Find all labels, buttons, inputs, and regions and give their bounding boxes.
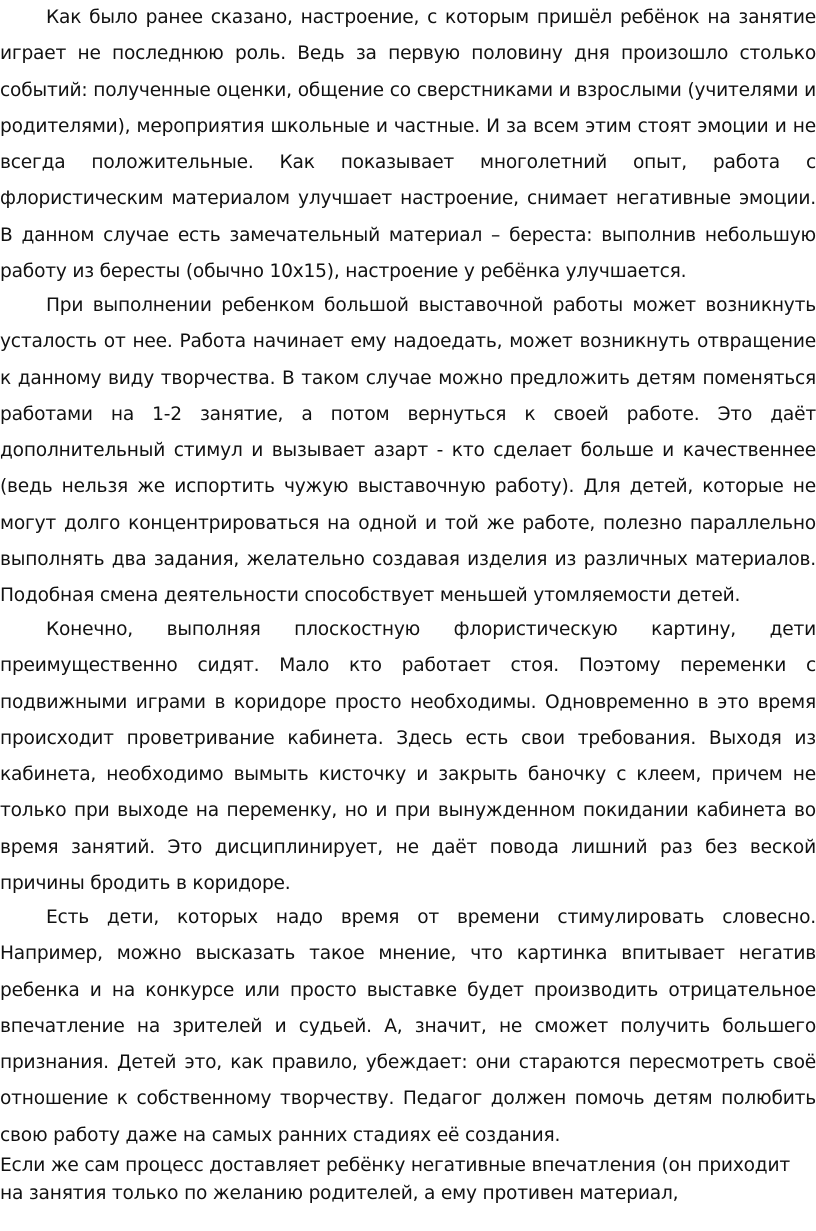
paragraph-breaks: Конечно, выполняя плоскостную флористическую картину, дети преимущественно сидят. Мало кто работает стоя. Поэтому переменки с подвижными играми в коридоре просто необходимы. Одновременно в это время происходит проветривание кабинета. Здесь есть свои требования. Выходя из кабинета, необходимо вымыть кисточку и закрыть баночку с клеем, причем не только при выходе на переменку, но и при вынужденном покидании кабинета во время занятий. Это дисциплинирует, не даёт повода лишний раз без веской причины бродить в коридоре.	[0, 619, 816, 895]
paragraph-mood: Как было ранее сказано, настроение, с которым пришёл ребёнок на занятие играет не последнюю роль. Ведь за первую половину дня произошло столько событий: полученные оценки, общение со сверстниками и взрослыми (учителями и родителями), мероприятия школьные и частные. И за всем этим стоят эмоции и не всегда положительные. Как показывает многолетний опыт, работа с флористическим материалом улучшает настроение, снимает негативные эмоции. В данном случае есть замечательный материал – береста: выполнив небольшую работу из бересты (обычно 10х15), настроение у ребёнка улучшается.	[0, 7, 816, 283]
text-line: Если же сам процесс доставляет ребёнку негативные впечатления (он приходит	[0, 1155, 790, 1176]
text-line: на занятия только по желанию родителей, а ему противен материал,	[0, 1183, 679, 1204]
paragraph-encouragement: Есть дети, которых надо время от времени стимулировать словесно. Например, можно высказать такое мнение, что картинка впитывает негатив ребенка и на конкурсе или просто выставке будет производить отрицательное впечатление на зрителей и судьей. А, значит, не сможет получить большего признания. Детей это, как правило, убеждает: они стараются пересмотреть своё отношение к собственному творчеству. Педагог должен помочь детям полюбить свою работу даже на самых ранних стадиях её создания.	[0, 907, 816, 1146]
paragraph-fatigue: При выполнении ребенком большой выставочной работы может возникнуть усталость от нее. Работа начинает ему надоедать, может возникнуть отвращение к данному виду творчества. В таком случае можно предложить детям поменяться работами на 1-2 занятие, а потом вернуться к своей работе. Это даёт дополнительный стимул и вызывает азарт - кто сделает больше и качественнее (ведь нельзя же испортить чужую выставочную работу). Для детей, которые не могут долго концентрироваться на одной и той же работе, полезно параллельно выполнять два задания, желательно создавая изделия из различных материалов. Подобная смена деятельности способствует меньшей утомляемости детей.	[0, 295, 816, 607]
paragraph-negative-impressions	[0, 1152, 816, 1208]
